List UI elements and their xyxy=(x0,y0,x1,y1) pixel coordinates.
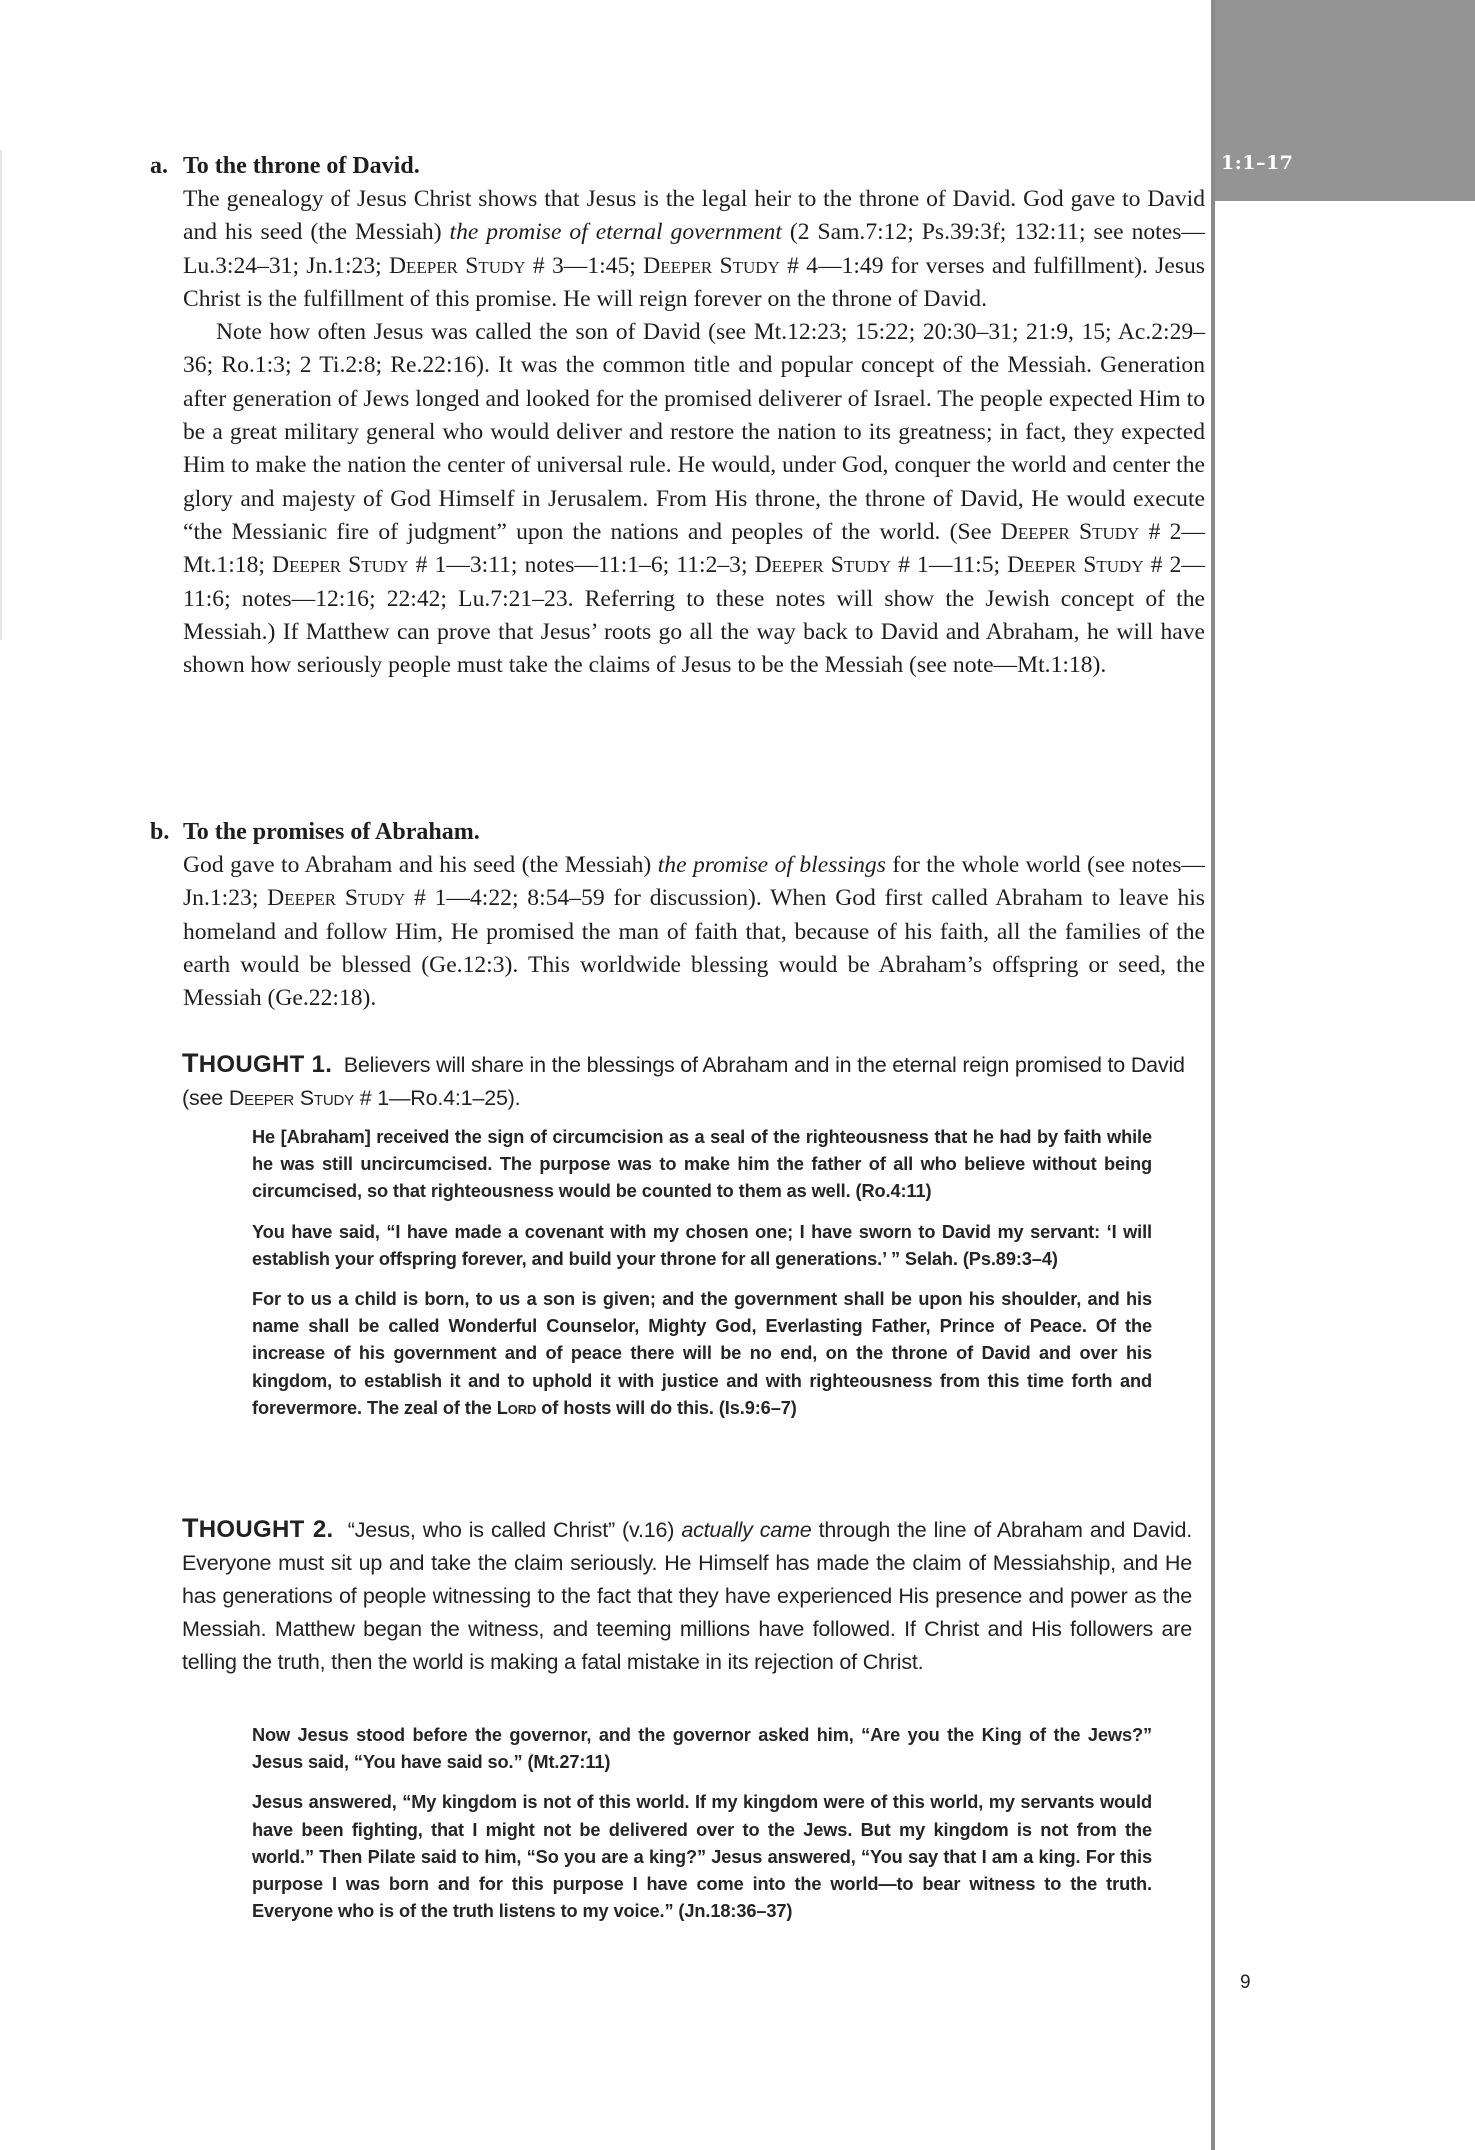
thought-title xyxy=(182,1513,334,1543)
emphasis-text: actually came xyxy=(681,1518,812,1542)
text-run: Note how often Jesus was called the son of David (see Mt.12:23; 15:22; 20:30–31; 21:9, 15; Ac.2:29–36; Ro.1:3; 2 Ti.2:8; Re.22:16). It was the common title and popular concept of the Messiah. Generation after generation of Jews longed and looked for the promised deliverer of Israel. The people expected Him to be a great military general who would deliver and restore the nation to its greatness; in fact, they expected Him to make the nation the center of universal rule. He would, under God, conquer the world and center the glory and majesty of God Himself in Jerusalem. From His throne, the throne of David, He would execute “the Messianic fire of judgment” upon the nations and peoples of the world. (See xyxy=(183,319,1205,545)
scripture-quote: He [Abraham] received the sign of circumcision as a seal of the righteousness that he had by faith while he was still uncircumcised. The purpose was to make him the father of all who believe without being circumcised, so that righteousness would be counted to them as well. (Ro.4:11) xyxy=(252,1127,1152,1202)
text-run: (2 Sam.7:12; Ps.39:3f; 132:11; see notes—Lu.3:24–31; Jn.1:23; xyxy=(183,219,1205,279)
scripture-quote: Now Jesus stood before the governor, and the governor asked him, “Are you the King of the Jews?” Jesus said, “You have said so.” (Mt.27:11) xyxy=(252,1725,1152,1773)
deeper-study-ref: Deeper Study xyxy=(1000,518,1140,545)
thought-2-scriptures xyxy=(252,1722,1152,1938)
text-run: # 2—Mt.1:18; xyxy=(183,518,1205,579)
text-run: # 1—3:11; notes—11:1–6; 11:2–3; xyxy=(408,552,755,579)
left-edge-line xyxy=(0,150,2,640)
text-run: Believers will share in the blessings of Abraham and in the eternal reign promised to David (see xyxy=(182,1053,1185,1110)
deeper-study-ref: Deeper Study xyxy=(1007,552,1144,579)
text-run: for the whole world (see notes—Jn.1:23; xyxy=(183,852,1205,912)
thought-title-initial: T xyxy=(182,1513,199,1543)
text-run: # 3—1:45; xyxy=(525,252,644,279)
section-promises-of-abraham xyxy=(150,816,1205,1015)
text-run: # 4—1:49 for verses and fulfillment). Jesus Christ is the fulfillment of this promise. He will reign forever on the throne of David. xyxy=(183,252,1205,312)
thought-1-scriptures xyxy=(252,1124,1152,1435)
thought-title-initial: T xyxy=(182,1048,199,1078)
scripture-quote: Jesus answered, “My kingdom is not of this world. If my kingdom were of this world, my servants would have been fighting, that I might not be delivered over to the Jews. But my kingdom is not from the world.” Then Pilate said to him, “So you are a king?” Jesus answered, “You say that I am a king. For this purpose I was born and for this purpose I have come into the world—to bear witness to the truth. Everyone who is of the truth listens to my voice.” (Jn.18:36–37) xyxy=(252,1792,1152,1922)
thought-title-rest: HOUGHT 2. xyxy=(198,1516,334,1543)
scripture-quote: You have said, “I have made a covenant with my chosen one; I have sworn to David my servant: ‘I will establish your offspring forever, and build your throne for all generations.’ ” Selah. (Ps.89:3–4) xyxy=(252,1221,1152,1269)
paragraph xyxy=(183,849,1205,1015)
section-title: To the promises of Abraham. xyxy=(183,819,480,845)
text-run: through the line of Abraham and David. Everyone must sit up and take the claim seriously. He Himself has made the claim of Messiahship, and He has generations of people witnessing to the fact that they have experienced His presence and power as the Messiah. Matthew began the witness, and teeming millions have followed. If Christ and His followers are telling the truth, then the world is making a fatal mistake in its rejection of Christ. xyxy=(182,1518,1192,1674)
text-run: “Jesus, who is called Christ” (v.16) xyxy=(347,1518,682,1542)
section-heading xyxy=(150,816,1205,849)
text-run: The genealogy of Jesus Christ shows that Jesus is the legal heir to the throne of David. God gave to David and his seed (the Messiah) xyxy=(183,186,1205,246)
section-heading xyxy=(150,150,1205,183)
section-letter: a. xyxy=(150,153,168,179)
section-body xyxy=(183,183,1205,682)
emphasis-text: the promise of blessings xyxy=(657,852,886,878)
deeper-study-ref: Deeper Study xyxy=(272,552,409,579)
deeper-study-ref: Deeper Study xyxy=(754,552,892,579)
section-letter: b. xyxy=(150,819,170,845)
verse-range-label: 1:1–17 xyxy=(1221,152,1294,174)
scripture-quote xyxy=(252,1286,1152,1422)
text-run: # 1—4:22; 8:54–59 for discussion). When God first called Abraham to leave his homeland and follow Him, He promised the man of faith that, because of his faith, all the families of the earth would be blessed (Ge.12:3). This worldwide blessing would be Abraham’s offspring or seed, the Messiah (Ge.22:18). xyxy=(183,885,1205,1012)
deeper-study-ref: Deeper Study xyxy=(643,252,780,279)
paragraph xyxy=(183,316,1205,682)
text-run: For to us a child is born, to us a son is given; and the government shall be upon his shoulder, and his name shall be called Wonderful Counselor, Mighty God, Everlasting Father, Prince of Peace. Of the increase of his government and of peace there will be no end, on the throne of David and over his kingdom, to establish it and to uphold it with justice and with righteousness from this time forth and forevermore. The zeal of the xyxy=(252,1289,1152,1418)
thought-1 xyxy=(182,1047,1192,1115)
text-run: God gave to Abraham and his seed (the Messiah) xyxy=(183,852,658,878)
section-body xyxy=(183,849,1205,1015)
thought-title-rest: HOUGHT 1. xyxy=(198,1051,333,1078)
section-throne-of-david xyxy=(150,150,1205,682)
paragraph xyxy=(183,183,1205,316)
deeper-study-ref: Deeper Study xyxy=(388,252,526,279)
text-run: # 1—11:5; xyxy=(891,552,1008,579)
text-run: # 1—Ro.4:1–25). xyxy=(353,1086,521,1110)
text-run: # 2—11:6; notes—12:16; 22:42; Lu.7:21–23. Referring to these notes will show the Jewish concept of the Messiah.) If Matthew can prove that Jesus’ roots go all the way back to David and Abraham, he will have shown how seriously people must take the claims of Jesus to be the Messiah (see note—Mt.1:18). xyxy=(183,552,1205,679)
chapter-verse-tab xyxy=(1215,0,1475,201)
thought-2 xyxy=(182,1512,1192,1679)
thought-title xyxy=(182,1048,333,1078)
emphasis-text: the promise of eternal government xyxy=(449,219,782,246)
deeper-study-ref: Deeper Study xyxy=(267,885,406,912)
text-run: of hosts will do this. (Is.9:6–7) xyxy=(536,1397,797,1418)
lord-small-caps: Lord xyxy=(496,1397,537,1418)
side-margin-rule xyxy=(1211,0,1215,2150)
page-number: 9 xyxy=(1240,1972,1251,1993)
deeper-study-ref: Deeper Study xyxy=(228,1086,354,1110)
section-title: To the throne of David. xyxy=(183,153,420,179)
